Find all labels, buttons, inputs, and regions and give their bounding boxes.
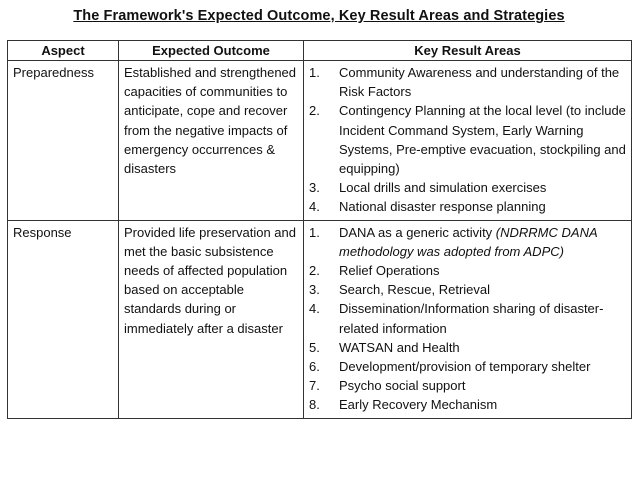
kra-number: 3. xyxy=(309,180,320,196)
kra-number: 3. xyxy=(309,282,320,298)
kra-cell xyxy=(304,61,632,221)
kra-text: Relief Operations xyxy=(339,263,440,279)
aspect-cell: Preparedness xyxy=(8,61,119,221)
kra-item xyxy=(309,280,627,299)
kra-item xyxy=(309,261,627,280)
kra-item xyxy=(309,338,627,357)
kra-text: Local drills and simulation exercises xyxy=(339,180,547,196)
kra-list xyxy=(309,63,627,217)
kra-item xyxy=(309,178,627,197)
table-row-response xyxy=(8,220,632,418)
kra-text: Development/provision of temporary shelter xyxy=(339,359,591,375)
kra-number: 4. xyxy=(309,301,320,317)
kra-number: 7. xyxy=(309,378,320,394)
kra-item xyxy=(309,197,627,216)
table-header-row xyxy=(8,41,632,61)
kra-item xyxy=(309,376,627,395)
kra-list xyxy=(309,223,627,415)
header-aspect: Aspect xyxy=(8,41,119,61)
document-title: The Framework's Expected Outcome, Key Result Areas and Strategies xyxy=(73,8,565,24)
kra-item xyxy=(309,395,627,414)
kra-text: WATSAN and Health xyxy=(339,339,460,355)
header-key-result-areas: Key Result Areas xyxy=(304,41,632,61)
kra-text: National disaster response planning xyxy=(339,199,546,215)
kra-item xyxy=(309,299,627,337)
kra-text: Contingency Planning at the local level (to include Incident Command System, Early Warning Systems, Pre-emptive evacuation, stockpiling and equipping) xyxy=(339,103,626,177)
kra-text: DANA as a generic activity xyxy=(339,224,496,240)
kra-item xyxy=(309,223,627,261)
kra-text: Community Awareness and understanding of the Risk Factors xyxy=(339,65,620,100)
kra-text: Early Recovery Mechanism xyxy=(339,397,498,413)
header-expected-outcome: Expected Outcome xyxy=(119,41,304,61)
kra-note: (NDRRMC DANA methodology was adopted from ADPC) xyxy=(339,224,598,259)
kra-number: 2. xyxy=(309,263,320,279)
kra-number: 5. xyxy=(309,339,320,355)
kra-number: 4. xyxy=(309,199,320,215)
kra-cell xyxy=(304,220,632,418)
kra-number: 6. xyxy=(309,359,320,375)
kra-item xyxy=(309,357,627,376)
kra-number: 1. xyxy=(309,224,320,240)
table-row-preparedness xyxy=(8,61,632,221)
outcome-cell: Provided life preservation and met the basic subsistence needs of affected population based on acceptable standards during or immediately after a disaster xyxy=(119,220,304,418)
kra-item xyxy=(309,63,627,101)
kra-text: Dissemination/Information sharing of disaster-related information xyxy=(339,301,604,336)
kra-number: 2. xyxy=(309,103,320,119)
kra-item xyxy=(309,101,627,178)
kra-number: 1. xyxy=(309,65,320,80)
framework-table xyxy=(7,40,632,419)
aspect-cell: Response xyxy=(8,220,119,418)
kra-text: Search, Rescue, Retrieval xyxy=(339,282,491,298)
kra-text: Psycho social support xyxy=(339,378,466,394)
kra-number: 8. xyxy=(309,397,320,413)
outcome-cell: Established and strengthened capacities of communities to anticipate, cope and recover from the negative impacts of emergency occurrences & disasters xyxy=(119,61,304,221)
